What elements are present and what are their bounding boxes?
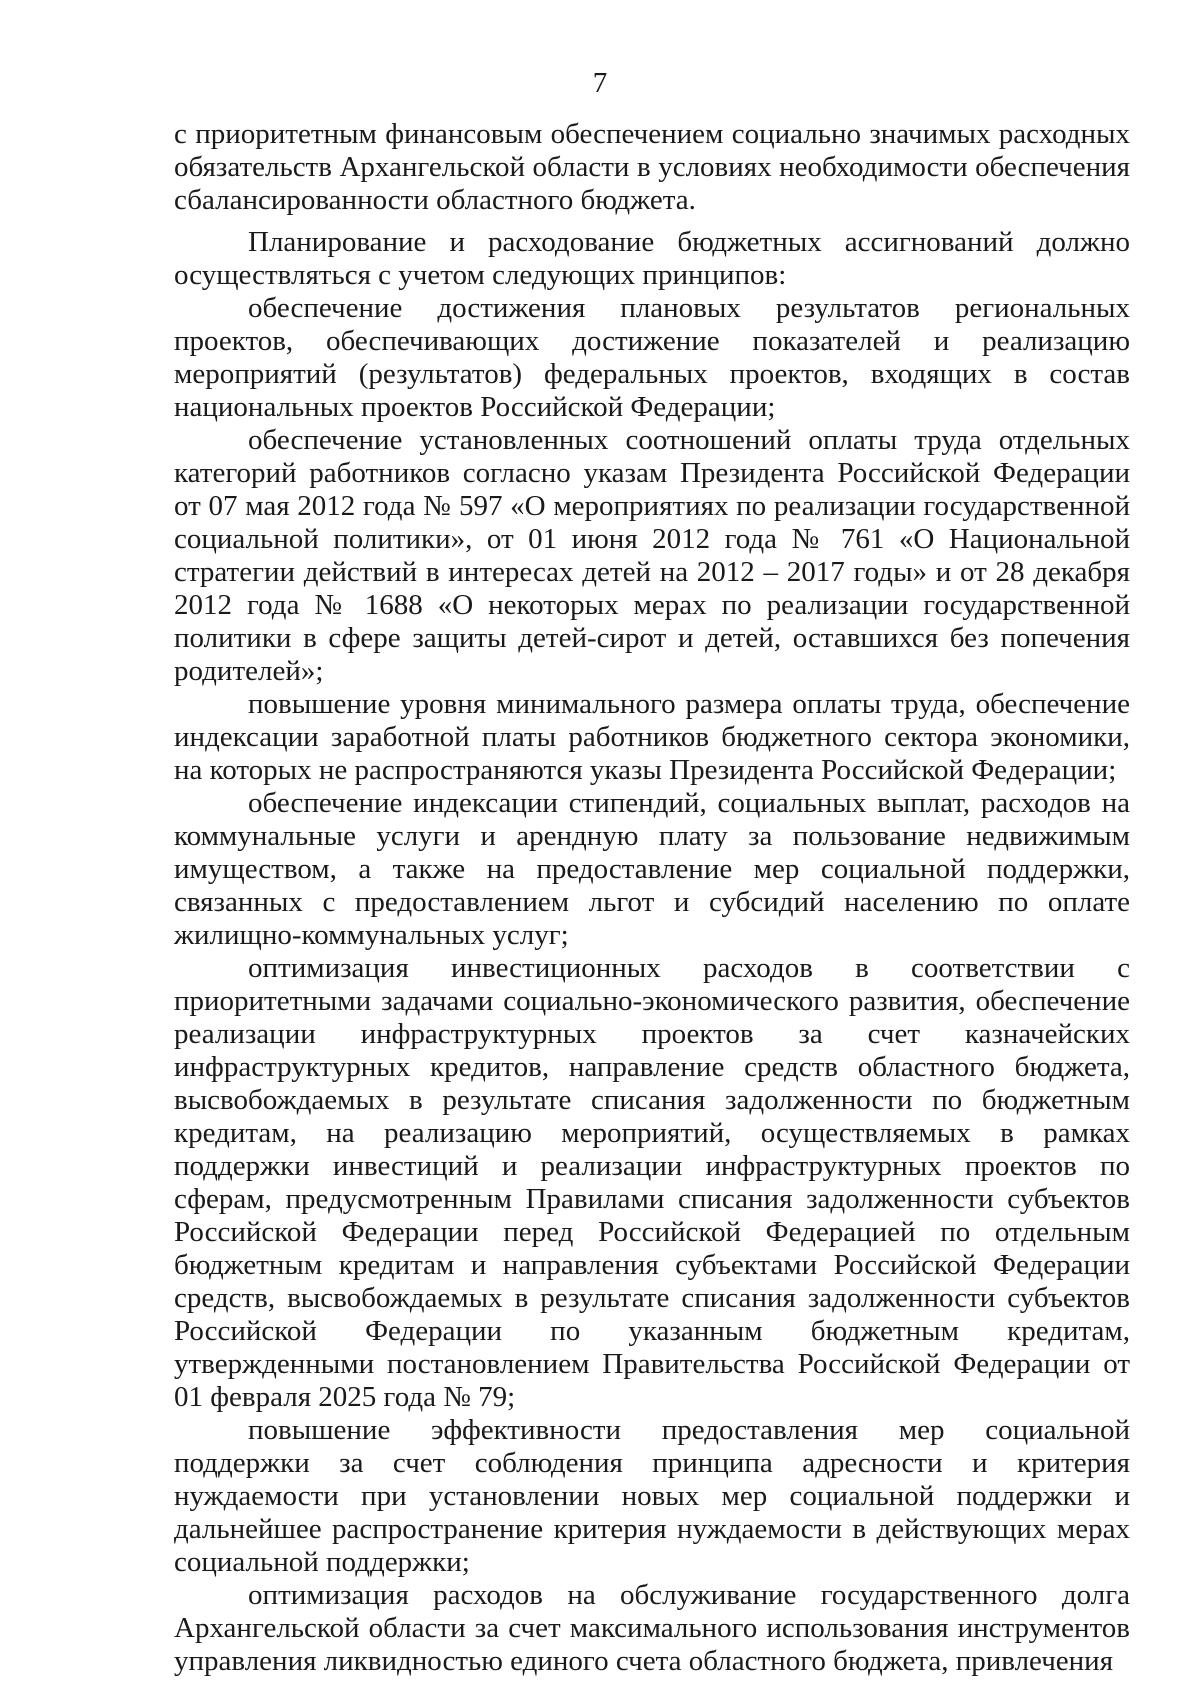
paragraph-wage-ratios: обеспечение установленных соотношений оплаты труда отдельных категорий работников согласно указам Президента Российской Федерации от 07 мая 2012 года № 597 «О мероприятиях по реализации государственной социальной политики», от 01 июня 2012 года № 761 «О Национальной стратегии действий в интересах детей на 2012 – 2017 годы» и от 28 декабря 2012 года № 1688 «О некоторых мерах по реализации государственной политики в сфере защиты детей-сирот и детей, оставшихся без попечения родителей»; (174, 424, 1130, 687)
page-number: 7 (592, 67, 608, 99)
paragraph-continuation: с приоритетным финансовым обеспечением социально значимых расходных обязательств Архангельской области в условиях необходимости обеспечения сбалансированности областного бюджета. (174, 118, 1130, 216)
paragraph-principles-intro: Планирование и расходование бюджетных ассигнований должно осуществляться с учетом следующих принципов: (174, 226, 1130, 291)
paragraph-investment-optimization: оптимизация инвестиционных расходов в соответствии с приоритетными задачами социально-экономического развития, обеспечение реализации инфраструктурных проектов за счет казначейских инфраструктурных кредитов, направление средств областного бюджета, высвобождаемых в результате списания задолженности по бюджетным кредитам, на реализацию мероприятий, осуществляемых в рамках поддержки инвестиций и реализации инфраструктурных проектов по сферам, предусмотренным Правилами списания задолженности субъектов Российской Федерации перед Российской Федерацией по отдельным бюджетным кредитам и направления субъектами Российской Федерации средств, высвобождаемых в результате списания задолженности субъектов Российской Федерации по указанным бюджетным кредитам, утвержденными постановлением Правительства Российской Федерации от 01 февраля 2025 года № 79; (174, 952, 1130, 1413)
document-body (174, 118, 1130, 1678)
paragraph-debt-service: оптимизация расходов на обслуживание государственного долга Архангельской области за счет максимального использования инструментов управления ликвидностью единого счета областного бюджета, привлечения (174, 1579, 1130, 1677)
paragraph-indexation: обеспечение индексации стипендий, социальных выплат, расходов на коммунальные услуги и арендную плату за пользование недвижимым имуществом, а также на предоставление мер социальной поддержки, связанных с предоставлением льгот и субсидий населению по оплате жилищно-коммунальных услуг; (174, 787, 1130, 951)
paragraph-minimum-wage: повышение уровня минимального размера оплаты труда, обеспечение индексации заработной платы работников бюджетного сектора экономики, на которых не распространяются указы Президента Российской Федерации; (174, 688, 1130, 786)
paragraph-regional-projects: обеспечение достижения плановых результатов региональных проектов, обеспечивающих достижение показателей и реализацию мероприятий (результатов) федеральных проектов, входящих в состав национальных проектов Российской Федерации; (174, 292, 1130, 423)
paragraph-social-support: повышение эффективности предоставления мер социальной поддержки за счет соблюдения принципа адресности и критерия нуждаемости при установлении новых мер социальной поддержки и дальнейшее распространение критерия нуждаемости в действующих мерах социальной поддержки; (174, 1414, 1130, 1578)
